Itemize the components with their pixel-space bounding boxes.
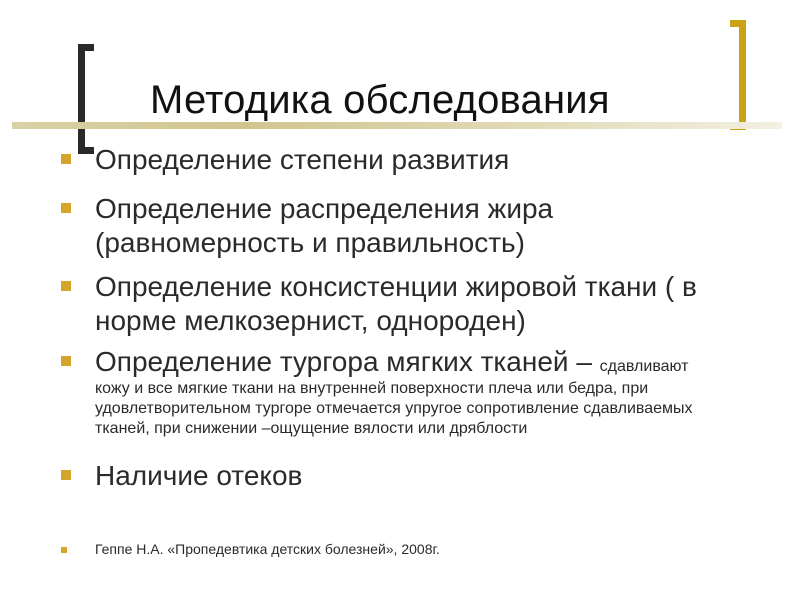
- bullet-text-line: Определение консистенции жировой ткани ( в: [95, 271, 697, 302]
- square-bullet-icon: [61, 281, 71, 291]
- square-bullet-icon: [61, 154, 71, 164]
- bullet-detail-line: тканей, при снижении –ощущение вялости или дряблости: [95, 420, 528, 437]
- right-bracket-decoration: [730, 20, 746, 130]
- square-bullet-icon: [61, 356, 71, 366]
- bullet-lead-text: Определение тургора мягких тканей –: [95, 346, 592, 377]
- bullet-text: Определение степени развития: [95, 144, 510, 175]
- bullet-tail-text: сдавливают: [599, 358, 689, 375]
- bullet-heading-line: [95, 345, 693, 379]
- slide-title: Методика обследования: [150, 78, 610, 122]
- reference-text: Геппе Н.А. «Пропедевтика детских болезней», 2008г.: [95, 541, 440, 557]
- bullet-detail-line: удовлетворительном тургоре отмечается упругое сопротивление сдавливаемых: [95, 400, 693, 417]
- bullet-item-development: [95, 143, 509, 177]
- bullet-item-fat-distribution: [95, 192, 553, 260]
- bullet-detail-line: кожу и все мягкие ткани на внутренней поверхности плеча или бедра, при: [95, 380, 649, 397]
- bullet-text: Наличие отеков: [95, 460, 303, 491]
- reference-item: [95, 541, 440, 557]
- square-bullet-icon: [61, 470, 71, 480]
- bullet-text-line: (равномерность и правильность): [95, 227, 525, 258]
- bullet-item-consistency: [95, 270, 697, 338]
- bullet-text-line: Определение распределения жира: [95, 193, 554, 224]
- square-bullet-icon: [61, 203, 71, 213]
- bullet-item-edema: [95, 459, 302, 493]
- bullet-item-turgor: [95, 345, 693, 439]
- small-square-bullet-icon: [61, 547, 67, 553]
- left-bracket-decoration: [78, 44, 94, 154]
- title-underline: [12, 122, 782, 129]
- bullet-text-line: норме мелкозернист, однороден): [95, 305, 526, 336]
